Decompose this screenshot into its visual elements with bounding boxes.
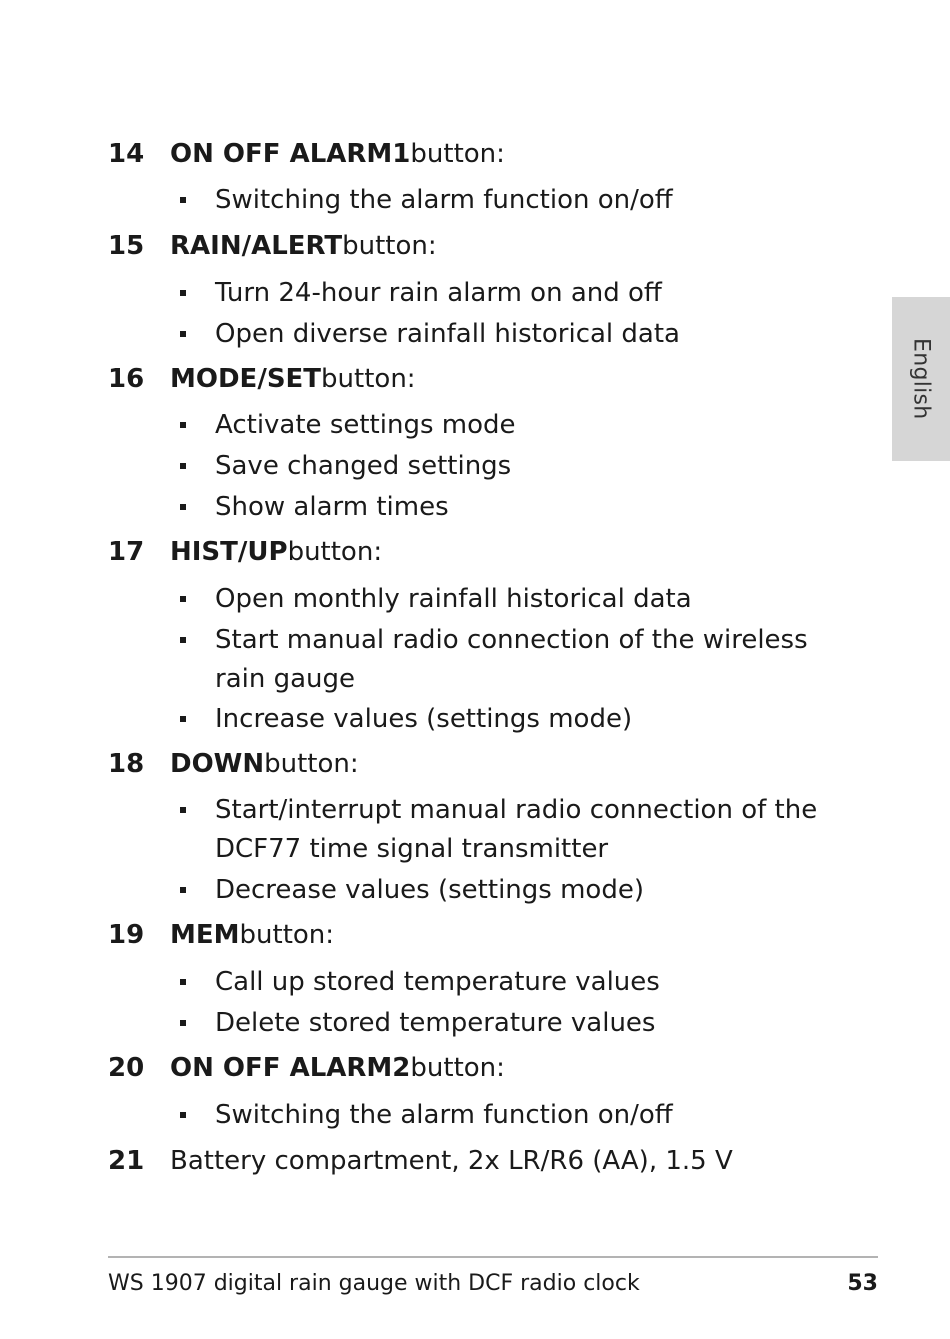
bullet-text: Activate settings mode bbox=[215, 410, 516, 440]
button-name: HIST/UP bbox=[170, 537, 288, 567]
button-name: DOWN bbox=[170, 749, 265, 779]
bullet-icon bbox=[180, 716, 186, 722]
button-name: MEM bbox=[170, 920, 240, 950]
bullet-icon bbox=[180, 887, 186, 893]
bullet-text: Open diverse rainfall historical data bbox=[215, 319, 680, 349]
footer-title: WS 1907 digital rain gauge with DCF radio clock bbox=[108, 1271, 640, 1296]
bullet-icon bbox=[180, 422, 186, 428]
list-item-15 bbox=[108, 226, 437, 266]
item-description: Battery compartment, 2x LR/R6 (AA), 1.5 V bbox=[170, 1146, 733, 1176]
bullet-text: Decrease values (settings mode) bbox=[215, 875, 644, 905]
bullet-text: Switching the alarm function on/off bbox=[215, 1100, 673, 1130]
footer-divider bbox=[108, 1256, 878, 1258]
bullet-icon bbox=[180, 463, 186, 469]
bullet-text: Call up stored temperature values bbox=[215, 967, 660, 997]
list-item-18 bbox=[108, 744, 359, 784]
list-item-19 bbox=[108, 915, 334, 955]
bullet-icon bbox=[180, 197, 186, 203]
list-item-17 bbox=[108, 532, 382, 572]
item-suffix: button: bbox=[410, 139, 505, 169]
item-suffix: button: bbox=[321, 364, 416, 394]
item-number: 19 bbox=[108, 920, 145, 950]
bullet-icon bbox=[180, 596, 186, 602]
bullet-text: Delete stored temperature values bbox=[215, 1008, 656, 1038]
bullet-text: Turn 24-hour rain alarm on and off bbox=[215, 278, 662, 308]
item-number: 16 bbox=[108, 364, 145, 394]
item-suffix: button: bbox=[342, 231, 437, 261]
bullet-text: Switching the alarm function on/off bbox=[215, 185, 673, 215]
list-item-21 bbox=[108, 1141, 733, 1181]
bullet-icon bbox=[180, 1020, 186, 1026]
bullet-icon bbox=[180, 331, 186, 337]
list-item-14 bbox=[108, 134, 505, 174]
item-number: 20 bbox=[108, 1053, 145, 1083]
item-number: 17 bbox=[108, 537, 145, 567]
item-number: 18 bbox=[108, 749, 145, 779]
item-suffix: button: bbox=[287, 537, 383, 567]
bullet-icon bbox=[180, 979, 186, 985]
bullet-text: Start/interrupt manual radio connection of the DCF77 time signal transmitter bbox=[215, 795, 818, 864]
item-number: 15 bbox=[108, 231, 145, 261]
bullet-icon bbox=[180, 290, 186, 296]
button-name: MODE/SET bbox=[170, 364, 322, 394]
bullet-icon bbox=[180, 1112, 186, 1118]
bullet-icon bbox=[180, 807, 186, 813]
bullet-icon bbox=[180, 637, 186, 643]
button-name: ON OFF ALARM1 bbox=[170, 139, 411, 169]
list-item-20 bbox=[108, 1048, 505, 1088]
bullet-text: Save changed settings bbox=[215, 451, 512, 481]
button-name: ON OFF ALARM2 bbox=[170, 1053, 411, 1083]
item-suffix: button: bbox=[239, 920, 335, 950]
bullet-icon bbox=[180, 504, 186, 510]
item-suffix: button: bbox=[410, 1053, 505, 1083]
bullet-text: Increase values (settings mode) bbox=[215, 704, 633, 734]
bullet-text: Start manual radio connection of the wireless rain gauge bbox=[215, 625, 808, 694]
bullet-text: Open monthly rainfall historical data bbox=[215, 584, 692, 614]
item-number: 21 bbox=[108, 1146, 145, 1176]
language-tab-label: English bbox=[908, 338, 934, 420]
bullet-text: Show alarm times bbox=[215, 492, 449, 522]
item-number: 14 bbox=[108, 139, 145, 169]
item-suffix: button: bbox=[264, 749, 359, 779]
page-number: 53 bbox=[847, 1271, 878, 1296]
language-tab bbox=[892, 297, 950, 461]
list-item-16 bbox=[108, 359, 416, 399]
button-name: RAIN/ALERT bbox=[170, 231, 343, 261]
